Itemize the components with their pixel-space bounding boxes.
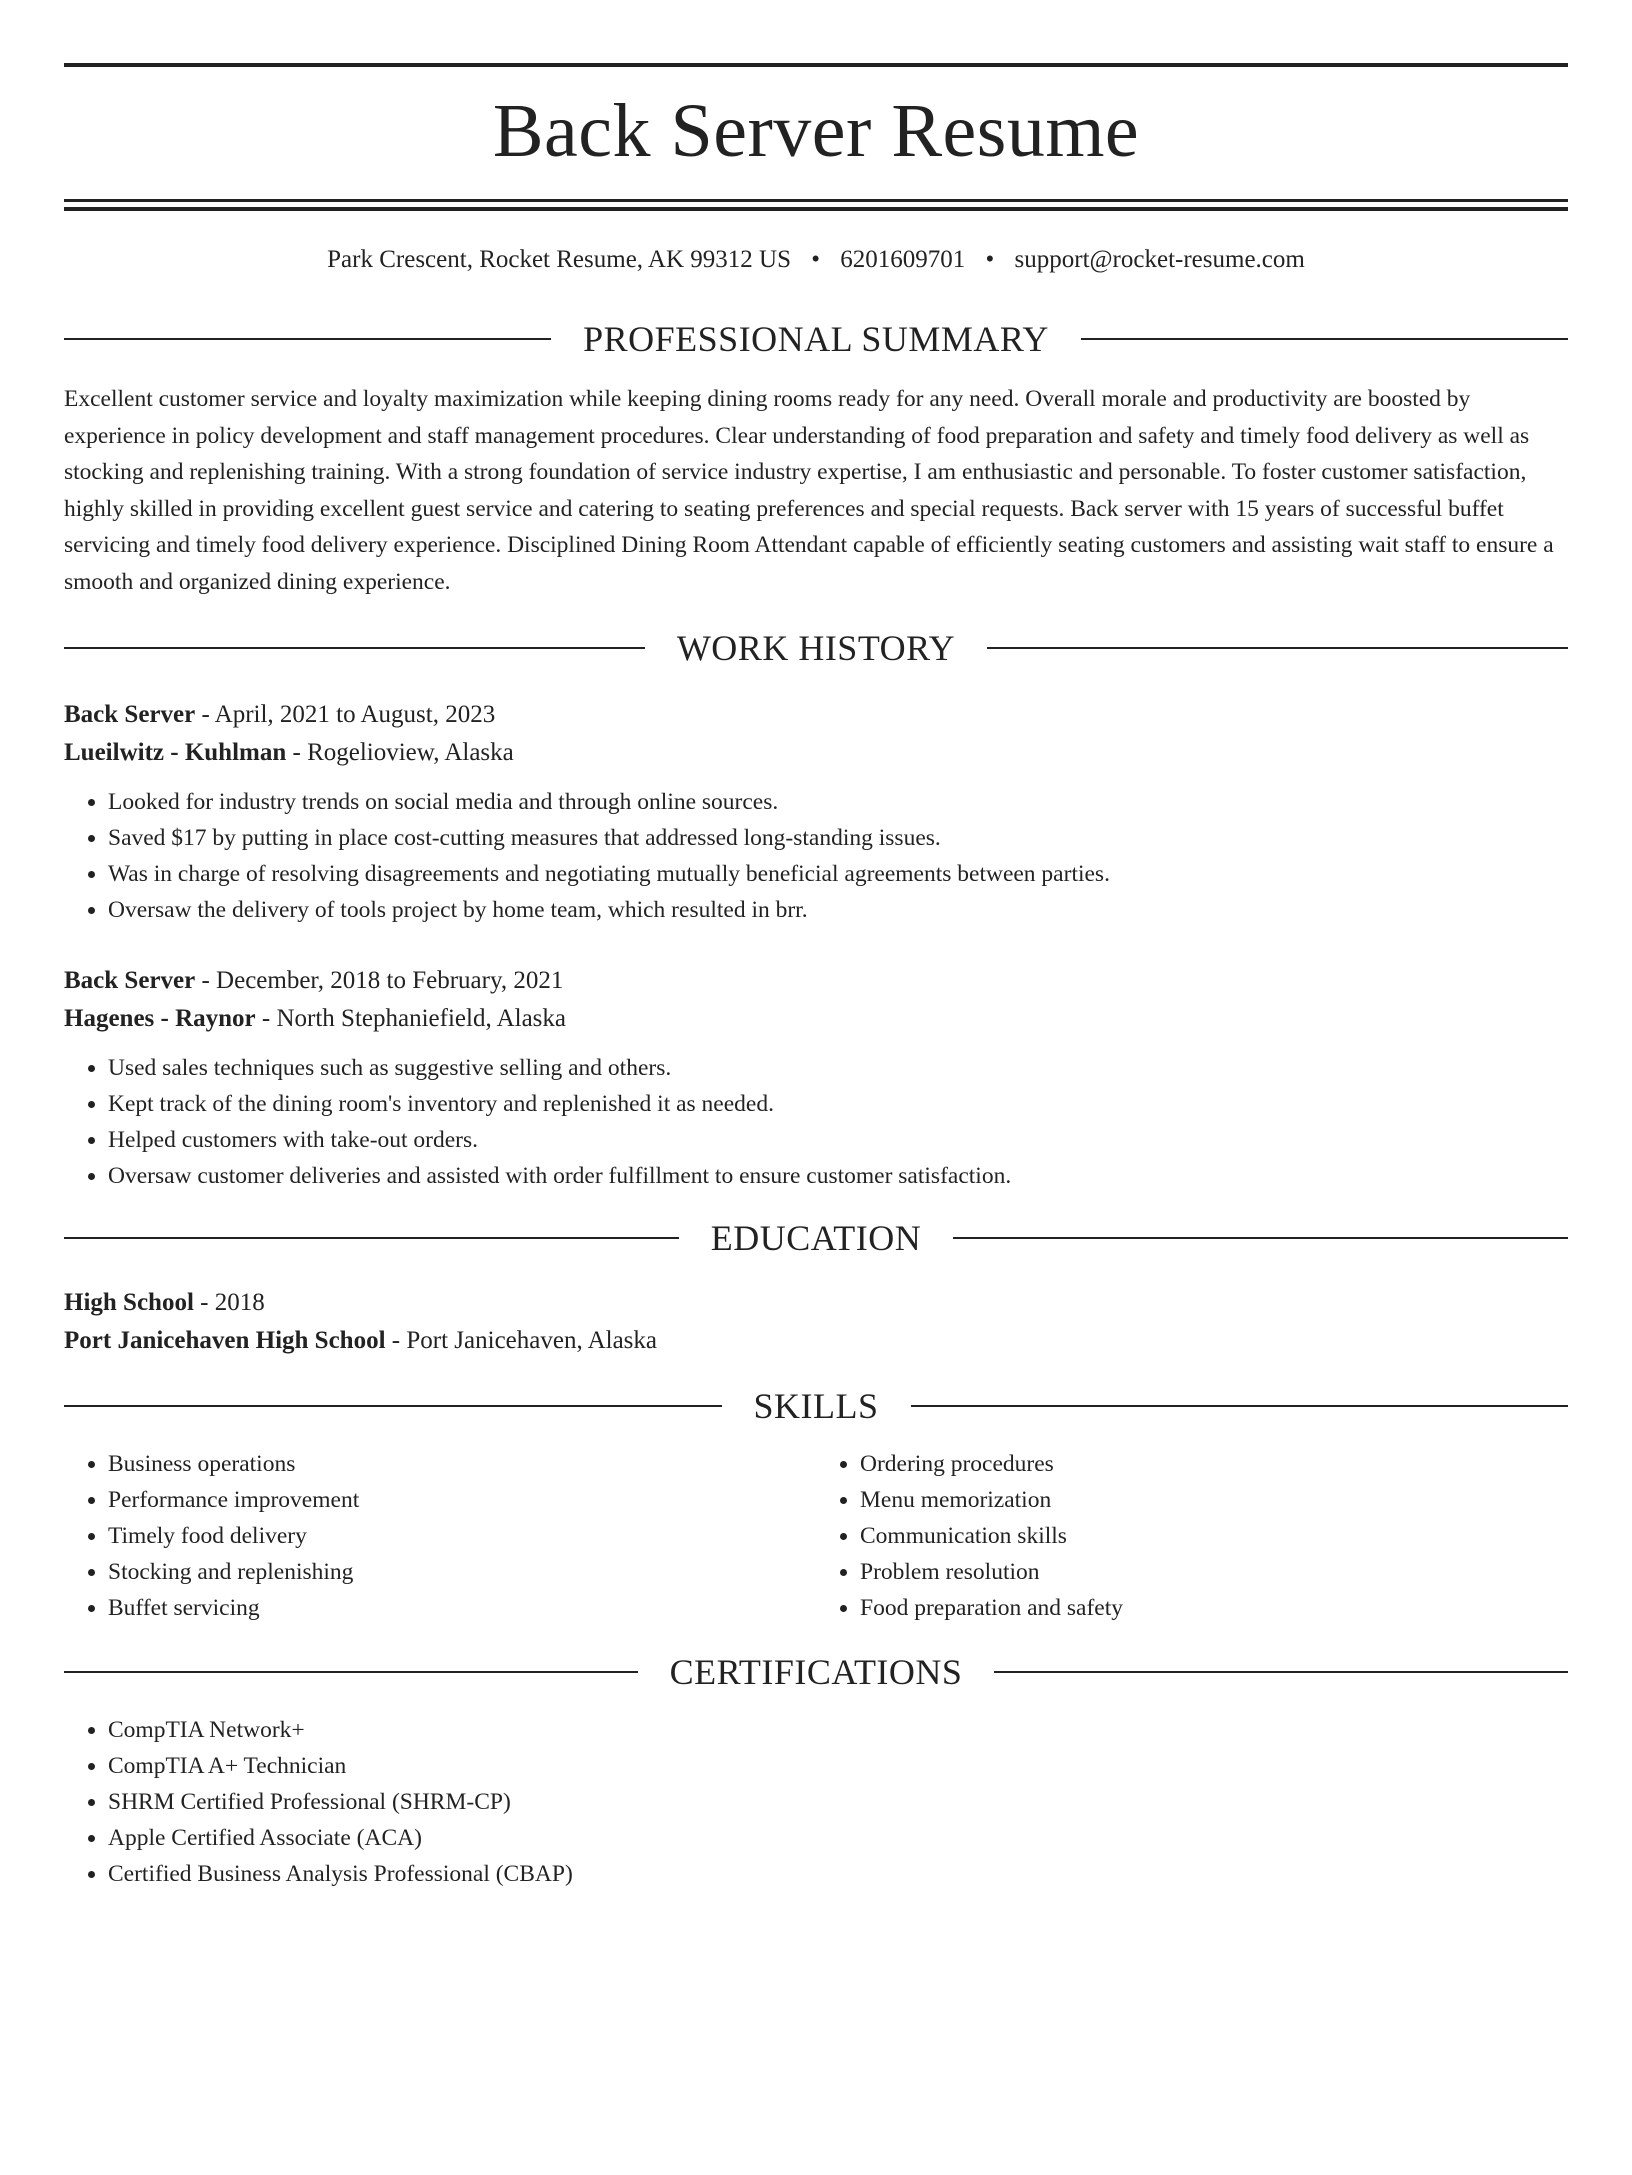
job-company-line [64, 734, 1568, 772]
certification-item: • CompTIA Network+ [108, 1712, 1568, 1748]
skill-item: • Menu memorization [860, 1482, 1568, 1518]
job-bullets [64, 784, 1568, 928]
education-entry [64, 1284, 1568, 1360]
job-entry [64, 696, 1568, 928]
education-location: - Port Janicehaven, Alaska [385, 1327, 657, 1354]
job-location: - Rogelioview, Alaska [286, 739, 514, 766]
heading-rule-left [64, 1671, 638, 1673]
job-company-line [64, 1000, 1568, 1038]
skill-item: • Problem resolution [860, 1554, 1568, 1590]
education-heading: EDUCATION [710, 1218, 922, 1258]
job-bullets [64, 1050, 1568, 1194]
skills-column-left [64, 1446, 816, 1626]
certifications-list [64, 1712, 1568, 1892]
job-dates: - April, 2021 to August, 2023 [195, 701, 496, 728]
job-bullet: • Saved $17 by putting in place cost-cutting measures that addressed long-standing issues. [108, 820, 1568, 856]
skills-heading: SKILLS [753, 1386, 879, 1426]
heading-rule-right [911, 1405, 1569, 1407]
skill-item: • Business operations [108, 1446, 816, 1482]
contact-email: support@rocket-resume.com [1014, 246, 1305, 273]
heading-rule-left [64, 1405, 722, 1407]
contact-phone: 6201609701 [840, 246, 966, 273]
heading-rule-right [953, 1237, 1568, 1239]
job-title-line [64, 962, 1568, 1000]
skill-item: • Food preparation and safety [860, 1590, 1568, 1626]
job-company: Lueilwitz - Kuhlman [64, 739, 287, 766]
job-entry [64, 962, 1568, 1194]
skills-bullets-right [816, 1446, 1568, 1626]
certification-item: • Certified Business Analysis Professional (CBAP) [108, 1856, 1568, 1892]
skill-item: • Timely food delivery [108, 1518, 816, 1554]
skills-bullets-left [64, 1446, 816, 1626]
contact-line [64, 245, 1568, 275]
contact-separator: • [811, 246, 821, 273]
section-heading-skills [64, 1386, 1568, 1426]
heading-rule-right [994, 1671, 1568, 1673]
summary-heading: PROFESSIONAL SUMMARY [583, 319, 1049, 359]
skill-item: • Ordering procedures [860, 1446, 1568, 1482]
job-bullet: • Looked for industry trends on social media and through online sources. [108, 784, 1568, 820]
job-title: Back Server [64, 967, 196, 994]
certification-item: • Apple Certified Associate (ACA) [108, 1820, 1568, 1856]
certification-item: • SHRM Certified Professional (SHRM-CP) [108, 1784, 1568, 1820]
section-heading-work [64, 628, 1568, 668]
work-heading: WORK HISTORY [676, 628, 956, 668]
job-title: Back Server [64, 701, 196, 728]
skills-list [64, 1446, 1568, 1626]
job-company: Hagenes - Raynor [64, 1005, 256, 1032]
heading-rule-left [64, 647, 645, 649]
job-title-line [64, 696, 1568, 734]
certifications-bullets [64, 1712, 1568, 1892]
education-degree-line [64, 1284, 1568, 1322]
job-location: - North Stephaniefield, Alaska [255, 1005, 566, 1032]
education-school: Port Janicehaven High School [64, 1327, 386, 1354]
certification-item: • CompTIA A+ Technician [108, 1748, 1568, 1784]
page-title: Back Server Resume [492, 89, 1140, 173]
job-bullet: • Oversaw customer deliveries and assisted with order fulfillment to ensure customer satisfaction. [108, 1158, 1568, 1194]
skill-item: • Stocking and replenishing [108, 1554, 816, 1590]
job-bullet: • Was in charge of resolving disagreements and negotiating mutually beneficial agreements between parties. [108, 856, 1568, 892]
job-bullet: • Kept track of the dining room's inventory and replenished it as needed. [108, 1086, 1568, 1122]
education-year: - 2018 [193, 1289, 265, 1316]
job-bullet: • Used sales techniques such as suggestive selling and others. [108, 1050, 1568, 1086]
education-school-line [64, 1322, 1568, 1360]
title-double-rule [64, 199, 1568, 211]
resume-page [0, 63, 1632, 2175]
section-heading-certifications [64, 1652, 1568, 1692]
heading-rule-left [64, 338, 551, 340]
job-dates: - December, 2018 to February, 2021 [195, 967, 564, 994]
contact-separator: • [985, 246, 995, 273]
job-bullet: • Oversaw the delivery of tools project by home team, which resulted in brr. [108, 892, 1568, 928]
skill-item: • Buffet servicing [108, 1590, 816, 1626]
education-degree: High School [64, 1289, 194, 1316]
certifications-heading: CERTIFICATIONS [669, 1652, 963, 1692]
skill-item: • Communication skills [860, 1518, 1568, 1554]
contact-address: Park Crescent, Rocket Resume, AK 99312 US [327, 246, 791, 273]
skills-column-right [816, 1446, 1568, 1626]
summary-text: Excellent customer service and loyalty maximization while keeping dining rooms ready for any need. Overall morale and productivity are boosted by experience in policy development and staff management procedures. Clear understanding of food preparation and safety and timely food delivery as well as stocking and replenishing training. With a strong foundation of service industry expertise, I am enthusiastic and personable. To foster customer satisfaction, highly skilled in providing excellent guest service and catering to seating preferences and special requests. Back server with 15 years of successful buffet servicing and timely food delivery experience. Disciplined Dining Room Attendant capable of efficiently seating customers and assisting wait staff to ensure a smooth and organized dining experience. [64, 386, 1554, 595]
heading-rule-right [987, 647, 1568, 649]
heading-rule-right [1081, 338, 1568, 340]
top-rule [64, 63, 1568, 67]
section-heading-education [64, 1218, 1568, 1258]
section-heading-summary [64, 319, 1568, 359]
heading-rule-left [64, 1237, 679, 1239]
job-bullet: • Helped customers with take-out orders. [108, 1122, 1568, 1158]
skill-item: • Performance improvement [108, 1482, 816, 1518]
